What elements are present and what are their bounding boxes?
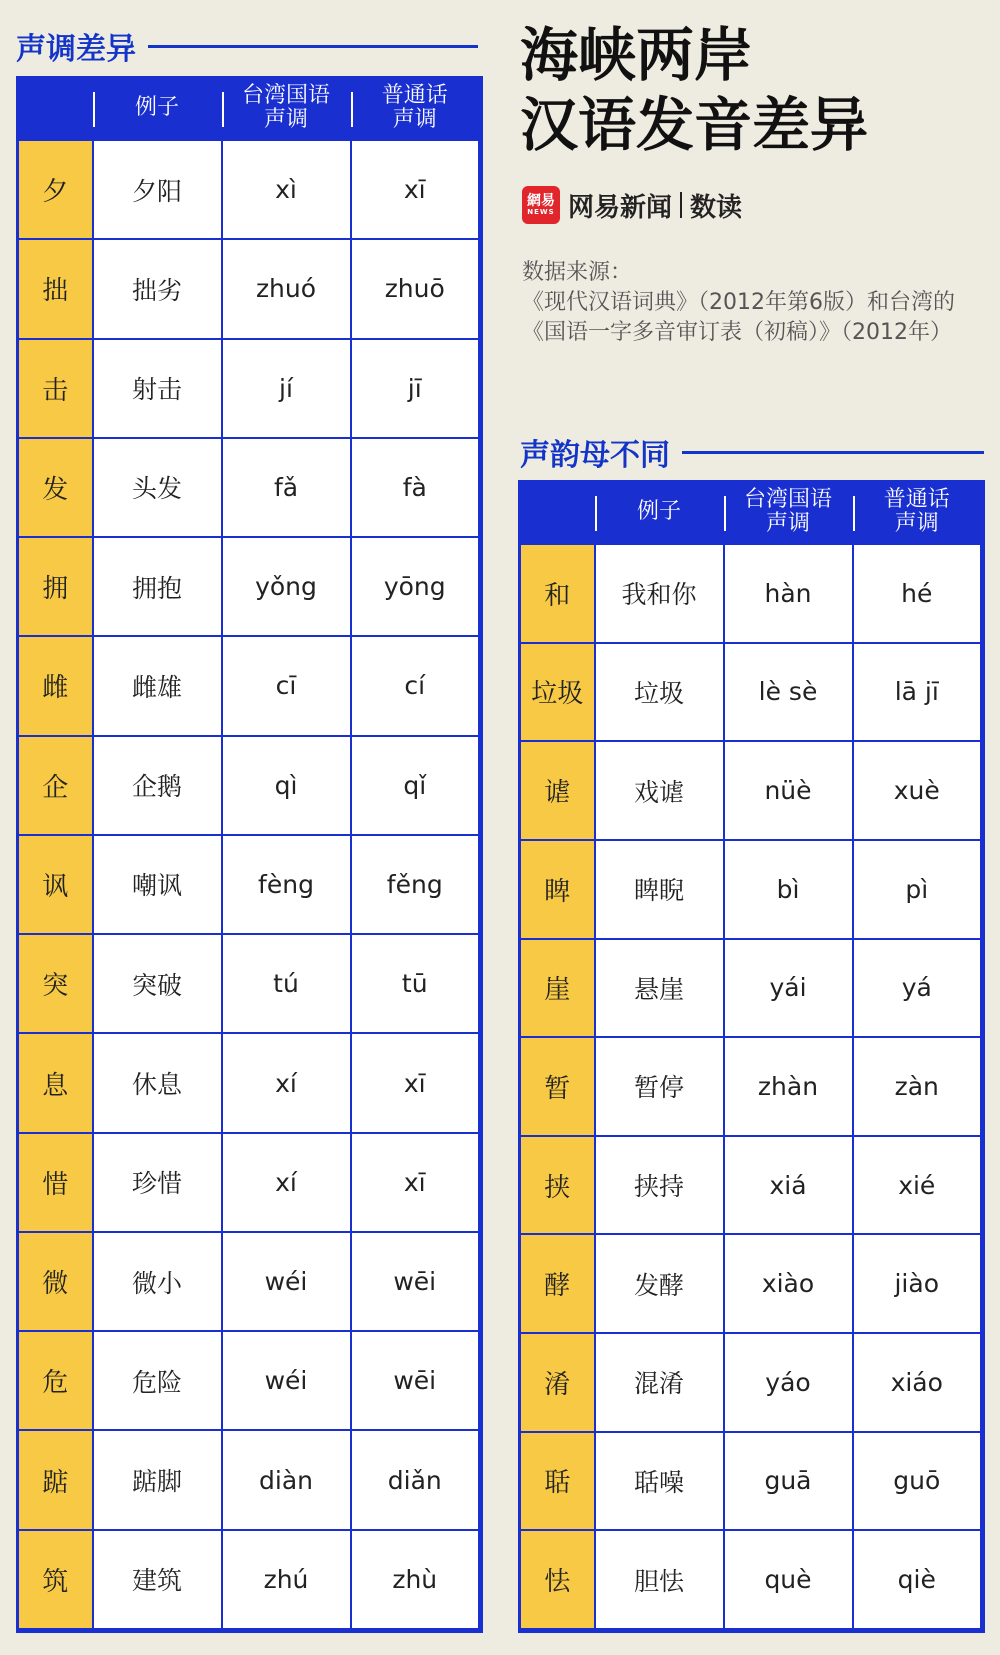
table-row xyxy=(18,239,480,338)
character-cell: 踮 xyxy=(18,1430,93,1529)
logo-sub: NEWS xyxy=(527,208,555,216)
header-text: 例子 xyxy=(134,94,179,120)
example-cell: 嘲讽 xyxy=(93,835,222,934)
table-header-row xyxy=(18,76,480,140)
character-cell: 暂 xyxy=(520,1037,595,1136)
table-row xyxy=(520,741,982,840)
taiwan-pronunciation-cell: zhuó xyxy=(222,239,351,338)
header-separator xyxy=(222,92,224,127)
character-cell: 垃圾 xyxy=(520,643,595,742)
character-cell: 聒 xyxy=(520,1432,595,1531)
mandarin-pronunciation-cell: xié xyxy=(853,1136,982,1235)
example-cell: 休息 xyxy=(93,1033,222,1132)
header-text: 台湾国语 xyxy=(743,486,832,512)
table-row xyxy=(520,939,982,1038)
example-cell: 拙劣 xyxy=(93,239,222,338)
example-cell: 暂停 xyxy=(595,1037,724,1136)
mandarin-pronunciation-cell: cí xyxy=(351,636,480,735)
mandarin-pronunciation-cell: zàn xyxy=(853,1037,982,1136)
table-row xyxy=(520,1333,982,1432)
column-header-3 xyxy=(853,480,982,544)
header-text: 声调 xyxy=(263,106,308,132)
column-header-1 xyxy=(595,480,724,544)
source-line-3: 《国语一字多音审订表（初稿）》（2012年） xyxy=(522,320,952,345)
taiwan-pronunciation-cell: yǒng xyxy=(222,537,351,636)
mandarin-pronunciation-cell: xī xyxy=(351,140,480,239)
mandarin-pronunciation-cell: fà xyxy=(351,438,480,537)
table-row xyxy=(18,339,480,438)
header-text: 台湾国语 xyxy=(241,82,330,108)
character-cell: 突 xyxy=(18,934,93,1033)
mandarin-pronunciation-cell: hé xyxy=(853,544,982,643)
taiwan-pronunciation-cell: guā xyxy=(724,1432,853,1531)
mandarin-pronunciation-cell: xuè xyxy=(853,741,982,840)
brand-divider xyxy=(680,192,682,218)
example-cell: 头发 xyxy=(93,438,222,537)
taiwan-pronunciation-cell: jí xyxy=(222,339,351,438)
table-row xyxy=(520,1037,982,1136)
section2-heading xyxy=(520,430,984,474)
example-cell: 发酵 xyxy=(595,1234,724,1333)
mandarin-pronunciation-cell: xī xyxy=(351,1133,480,1232)
character-cell: 惜 xyxy=(18,1133,93,1232)
header-text: 声调 xyxy=(765,510,810,536)
example-cell: 危险 xyxy=(93,1331,222,1430)
table-row xyxy=(18,537,480,636)
mandarin-pronunciation-cell: diǎn xyxy=(351,1430,480,1529)
table-row xyxy=(520,544,982,643)
character-cell: 挟 xyxy=(520,1136,595,1235)
character-cell: 淆 xyxy=(520,1333,595,1432)
taiwan-pronunciation-cell: tú xyxy=(222,934,351,1033)
data-source xyxy=(522,258,992,348)
example-cell: 建筑 xyxy=(93,1530,222,1629)
column-header-2 xyxy=(222,76,351,140)
character-cell: 和 xyxy=(520,544,595,643)
netease-logo-icon xyxy=(522,186,560,224)
character-cell: 谑 xyxy=(520,741,595,840)
taiwan-pronunciation-cell: xí xyxy=(222,1133,351,1232)
title-line-2: 汉语发音差异 xyxy=(520,91,869,159)
column-header-2 xyxy=(724,480,853,544)
table-row xyxy=(18,1033,480,1132)
page-title xyxy=(520,20,868,160)
table-row xyxy=(18,835,480,934)
character-cell: 拥 xyxy=(18,537,93,636)
character-cell: 筑 xyxy=(18,1530,93,1629)
section2-title: 声韵母不同 xyxy=(520,438,670,473)
example-cell: 企鹅 xyxy=(93,736,222,835)
section1-rule xyxy=(148,45,478,48)
character-cell: 雌 xyxy=(18,636,93,735)
header-separator xyxy=(724,496,726,531)
column-header-0 xyxy=(18,76,93,140)
character-cell: 酵 xyxy=(520,1234,595,1333)
character-cell: 企 xyxy=(18,736,93,835)
taiwan-pronunciation-cell: zhàn xyxy=(724,1037,853,1136)
character-cell: 崖 xyxy=(520,939,595,1038)
column-header-1 xyxy=(93,76,222,140)
character-cell: 危 xyxy=(18,1331,93,1430)
mandarin-pronunciation-cell: tū xyxy=(351,934,480,1033)
mandarin-pronunciation-cell: pì xyxy=(853,840,982,939)
example-cell: 混淆 xyxy=(595,1333,724,1432)
character-cell: 讽 xyxy=(18,835,93,934)
taiwan-pronunciation-cell: hàn xyxy=(724,544,853,643)
mandarin-pronunciation-cell: xiáo xyxy=(853,1333,982,1432)
section2-rule xyxy=(682,451,984,454)
taiwan-pronunciation-cell: xí xyxy=(222,1033,351,1132)
character-cell: 夕 xyxy=(18,140,93,239)
taiwan-pronunciation-cell: xì xyxy=(222,140,351,239)
mandarin-pronunciation-cell: zhù xyxy=(351,1530,480,1629)
table-row xyxy=(18,438,480,537)
header-text: 声调 xyxy=(894,510,939,536)
example-cell: 珍惜 xyxy=(93,1133,222,1232)
initial-final-difference-table xyxy=(518,480,985,1633)
example-cell: 夕阳 xyxy=(93,140,222,239)
mandarin-pronunciation-cell: lā jī xyxy=(853,643,982,742)
brand xyxy=(522,186,742,224)
table-row xyxy=(520,1432,982,1531)
taiwan-pronunciation-cell: xiào xyxy=(724,1234,853,1333)
header-text: 普通话 xyxy=(381,82,448,108)
taiwan-pronunciation-cell: yái xyxy=(724,939,853,1038)
table-row xyxy=(18,736,480,835)
header-text: 例子 xyxy=(636,498,681,524)
example-cell: 胆怯 xyxy=(595,1530,724,1629)
character-cell: 睥 xyxy=(520,840,595,939)
example-cell: 睥睨 xyxy=(595,840,724,939)
taiwan-pronunciation-cell: xiá xyxy=(724,1136,853,1235)
mandarin-pronunciation-cell: qiè xyxy=(853,1530,982,1629)
mandarin-pronunciation-cell: wēi xyxy=(351,1232,480,1331)
example-cell: 突破 xyxy=(93,934,222,1033)
source-line-2: 《现代汉语词典》（2012年第6版）和台湾的 xyxy=(522,290,955,315)
example-cell: 微小 xyxy=(93,1232,222,1331)
taiwan-pronunciation-cell: fǎ xyxy=(222,438,351,537)
table-row xyxy=(18,1430,480,1529)
mandarin-pronunciation-cell: qǐ xyxy=(351,736,480,835)
mandarin-pronunciation-cell: yá xyxy=(853,939,982,1038)
character-cell: 怯 xyxy=(520,1530,595,1629)
source-line-1: 数据来源： xyxy=(522,260,633,285)
header-separator xyxy=(351,92,353,127)
table-row xyxy=(18,1530,480,1629)
section1-heading xyxy=(16,24,478,68)
header-text: 普通话 xyxy=(883,486,950,512)
example-cell: 射击 xyxy=(93,339,222,438)
taiwan-pronunciation-cell: lè sè xyxy=(724,643,853,742)
table-row xyxy=(18,140,480,239)
character-cell: 微 xyxy=(18,1232,93,1331)
example-cell: 戏谑 xyxy=(595,741,724,840)
character-cell: 击 xyxy=(18,339,93,438)
header-separator xyxy=(853,496,855,531)
character-cell: 发 xyxy=(18,438,93,537)
table-row xyxy=(520,840,982,939)
mandarin-pronunciation-cell: yōng xyxy=(351,537,480,636)
character-cell: 息 xyxy=(18,1033,93,1132)
taiwan-pronunciation-cell: yáo xyxy=(724,1333,853,1432)
title-line-1: 海峡两岸 xyxy=(520,21,753,89)
table-row xyxy=(520,643,982,742)
table-row xyxy=(18,636,480,735)
example-cell: 悬崖 xyxy=(595,939,724,1038)
mandarin-pronunciation-cell: zhuō xyxy=(351,239,480,338)
table-row xyxy=(18,1232,480,1331)
taiwan-pronunciation-cell: zhú xyxy=(222,1530,351,1629)
header-separator xyxy=(595,496,597,531)
example-cell: 我和你 xyxy=(595,544,724,643)
section1-title: 声调差异 xyxy=(16,32,136,67)
mandarin-pronunciation-cell: xī xyxy=(351,1033,480,1132)
example-cell: 拥抱 xyxy=(93,537,222,636)
taiwan-pronunciation-cell: wéi xyxy=(222,1331,351,1430)
brand-sub: 数读 xyxy=(690,192,743,223)
column-header-0 xyxy=(520,480,595,544)
taiwan-pronunciation-cell: què xyxy=(724,1530,853,1629)
brand-name: 网易新闻 xyxy=(568,192,673,223)
mandarin-pronunciation-cell: fěng xyxy=(351,835,480,934)
taiwan-pronunciation-cell: qì xyxy=(222,736,351,835)
example-cell: 聒噪 xyxy=(595,1432,724,1531)
character-cell: 拙 xyxy=(18,239,93,338)
table-row xyxy=(520,1136,982,1235)
mandarin-pronunciation-cell: jiào xyxy=(853,1234,982,1333)
taiwan-pronunciation-cell: bì xyxy=(724,840,853,939)
tone-difference-table xyxy=(16,76,483,1633)
table-header-row xyxy=(520,480,982,544)
example-cell: 挟持 xyxy=(595,1136,724,1235)
taiwan-pronunciation-cell: diàn xyxy=(222,1430,351,1529)
taiwan-pronunciation-cell: fèng xyxy=(222,835,351,934)
mandarin-pronunciation-cell: wēi xyxy=(351,1331,480,1430)
table-row xyxy=(520,1234,982,1333)
logo-text: 網易 xyxy=(527,193,555,209)
header-text: 声调 xyxy=(392,106,437,132)
example-cell: 雌雄 xyxy=(93,636,222,735)
table-row xyxy=(18,1133,480,1232)
table-row xyxy=(18,934,480,1033)
header-separator xyxy=(93,92,95,127)
taiwan-pronunciation-cell: nüè xyxy=(724,741,853,840)
mandarin-pronunciation-cell: jī xyxy=(351,339,480,438)
table-row xyxy=(520,1530,982,1629)
taiwan-pronunciation-cell: wéi xyxy=(222,1232,351,1331)
example-cell: 踮脚 xyxy=(93,1430,222,1529)
table-row xyxy=(18,1331,480,1430)
mandarin-pronunciation-cell: guō xyxy=(853,1432,982,1531)
taiwan-pronunciation-cell: cī xyxy=(222,636,351,735)
column-header-3 xyxy=(351,76,480,140)
example-cell: 垃圾 xyxy=(595,643,724,742)
